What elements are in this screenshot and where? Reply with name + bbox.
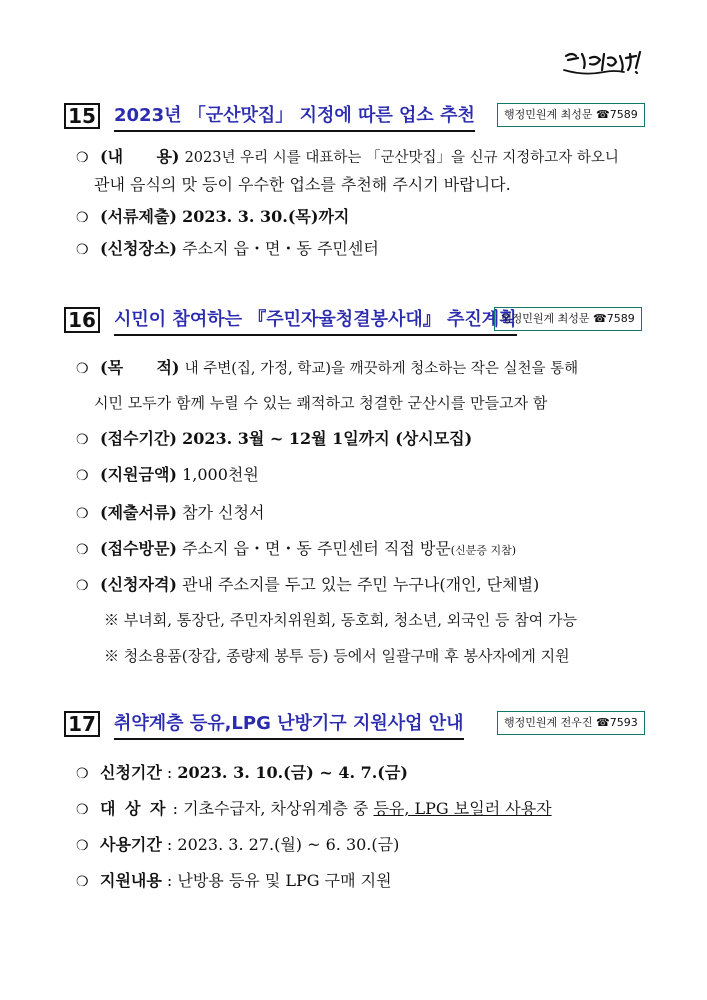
item-label: (접수기간) <box>100 429 177 448</box>
reference-mark-icon: ※ <box>104 611 120 629</box>
item-label: (신청자격) <box>100 575 177 594</box>
circle-bullet-icon: ❍ <box>76 802 89 818</box>
list-item <box>76 355 578 381</box>
circle-bullet-icon: ❍ <box>76 506 89 522</box>
item-separator: : <box>167 799 184 818</box>
circle-bullet-icon: ❍ <box>76 150 89 166</box>
contact-box: 행정민원계 전우진 ☎7593 <box>497 711 645 735</box>
item-separator: : <box>161 835 178 854</box>
item-value-underlined: 등유, LPG 보일러 사용자 <box>373 799 552 818</box>
section-title: 시민이 참여하는 『주민자율청결봉사대』 추진계획 <box>114 307 517 333</box>
item-value: 2023. 3. 27.(월) ~ 6. 30.(금) <box>177 835 400 854</box>
item-separator: : <box>161 763 178 782</box>
circle-bullet-icon: ❍ <box>76 361 89 377</box>
note-item <box>104 644 570 668</box>
item-value: 내 주변(집, 가정, 학교)을 깨끗하게 청소하는 작은 실천을 통해 <box>184 361 579 377</box>
list-item <box>76 572 539 598</box>
list-item <box>76 236 379 262</box>
item-label: 대 상 자 <box>100 799 168 818</box>
item-label: (신청장소) <box>100 239 177 258</box>
circle-bullet-icon: ❍ <box>76 838 89 854</box>
calligraphy-logo <box>560 48 645 78</box>
item-label: (제출서류) <box>100 503 177 522</box>
item-separator: : <box>161 871 178 890</box>
circle-bullet-icon: ❍ <box>76 542 89 558</box>
item-label: (내 용) <box>100 147 180 166</box>
item-value: 2023. 3월 ~ 12월 1일까지 (상시모집) <box>182 429 473 448</box>
item-label: 신청기간 <box>100 763 162 782</box>
list-item <box>76 204 349 230</box>
note-text: 부녀회, 통장단, 주민자치위원회, 동호회, 청소년, 외국인 등 참여 가능 <box>123 611 578 629</box>
list-item <box>76 426 472 452</box>
note-item <box>104 608 577 632</box>
reference-mark-icon: ※ <box>104 647 120 665</box>
item-value: 2023년 우리 시를 대표하는 「군산맛집」을 신규 지정하고자 하오니 <box>184 150 619 166</box>
contact-box: 행정민원계 최성문 ☎7589 <box>494 307 642 331</box>
circle-bullet-icon: ❍ <box>76 210 89 226</box>
list-item <box>76 760 408 786</box>
item-value: 주소지 읍・면・동 주민센터 <box>182 239 379 258</box>
item-value: 2023. 3. 10.(금) ~ 4. 7.(금) <box>177 763 408 782</box>
section-number: 16 <box>64 307 100 333</box>
contact-box: 행정민원계 최성문 ☎7589 <box>497 103 645 127</box>
list-item-continuation: 시민 모두가 함께 누릴 수 있는 쾌적하고 청결한 군산시를 만들고자 함 <box>94 394 548 412</box>
circle-bullet-icon: ❍ <box>76 242 89 258</box>
note-text: 청소용품(장갑, 종량제 봉투 등) 등에서 일괄구매 후 봉사자에게 지원 <box>123 647 570 665</box>
list-item <box>76 536 516 562</box>
section-number: 17 <box>64 711 100 737</box>
item-note: (신분증 지참) <box>450 544 517 557</box>
item-label: (지원금액) <box>100 465 177 484</box>
item-value: 난방용 등유 및 LPG 구매 지원 <box>177 871 392 890</box>
list-item <box>76 500 264 526</box>
circle-bullet-icon: ❍ <box>76 468 89 484</box>
item-value: 1,000천원 <box>182 465 259 484</box>
item-value: 참가 신청서 <box>182 503 265 522</box>
circle-bullet-icon: ❍ <box>76 766 89 782</box>
section-header <box>64 711 636 737</box>
section-title: 2023년 「군산맛집」 지정에 따른 업소 추천 <box>114 103 475 129</box>
circle-bullet-icon: ❍ <box>76 578 89 594</box>
section-header <box>64 103 636 129</box>
circle-bullet-icon: ❍ <box>76 432 89 448</box>
item-value: 2023. 3. 30.(목)까지 <box>182 207 350 226</box>
item-label: (접수방문) <box>100 539 177 558</box>
list-item <box>76 796 552 822</box>
section-number: 15 <box>64 103 100 129</box>
list-item <box>76 832 399 858</box>
item-value: 주소지 읍・면・동 주민센터 직접 방문 <box>182 539 451 558</box>
list-item-continuation: 관내 음식의 맛 등이 우수한 업소를 추천해 주시기 바랍니다. <box>94 175 511 194</box>
section-header <box>64 307 636 333</box>
list-item <box>76 462 259 488</box>
item-label: (서류제출) <box>100 207 177 226</box>
item-value: 기초수급자, 차상위계층 중 <box>183 799 374 818</box>
list-item <box>76 868 392 894</box>
item-label: 사용기간 <box>100 835 162 854</box>
section-title: 취약계층 등유,LPG 난방기구 지원사업 안내 <box>114 711 464 737</box>
item-label: 지원내용 <box>100 871 162 890</box>
item-label: (목 적) <box>100 358 180 377</box>
item-value: 관내 주소지를 두고 있는 주민 누구나(개인, 단체별) <box>182 575 540 594</box>
circle-bullet-icon: ❍ <box>76 874 89 890</box>
list-item <box>76 144 619 170</box>
